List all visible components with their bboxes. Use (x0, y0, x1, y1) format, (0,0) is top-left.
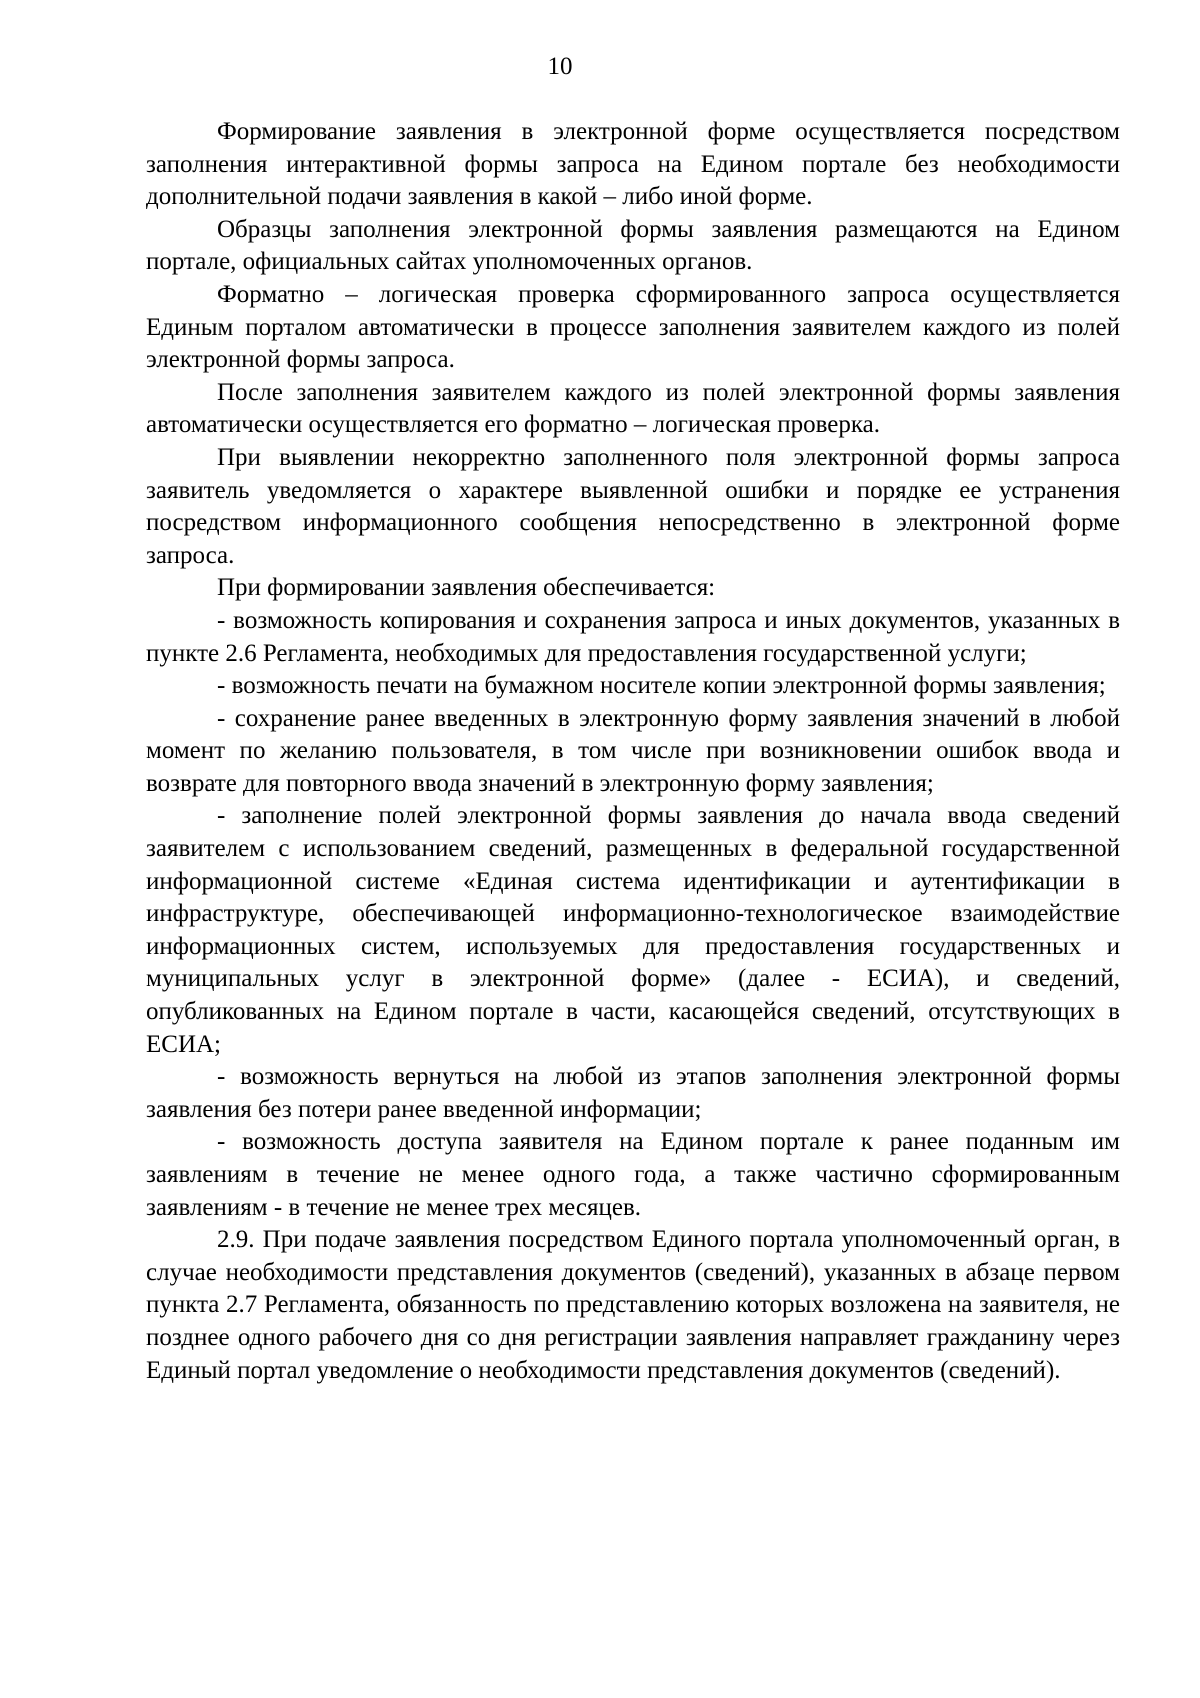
list-item: - заполнение полей электронной формы заявления до начала ввода сведений заявителем с использованием сведений, размещенных в федеральной государственной информационной системе «Единая система идентификации и аутентификации в инфраструктуре, обеспечивающей информационно-технологическое взаимодействие информационных систем, используемых для предоставления государственных и муниципальных услуг в электронной форме» (далее - ЕСИА), и сведений, опубликованных на Едином портале в части, касающейся сведений, отсутствующих в ЕСИА; (146, 802, 1120, 1058)
paragraph: Форматно – логическая проверка сформированного запроса осуществляется Единым порталом автоматически в процессе заполнения заявителем каждого из полей электронной формы запроса. (146, 280, 1120, 374)
paragraph: При формировании заявления обеспечивается: (217, 574, 716, 602)
page-number: 10 (547, 53, 573, 80)
list-item: - возможность доступа заявителя на Едином портале к ранее поданным им заявлениям в течение не менее одного года, а также частично сформированным заявлениям - в течение не менее трех месяцев. (146, 1128, 1120, 1221)
paragraph: При выявлении некорректно заполненного поля электронной формы запроса заявитель уведомляется о характере выявленной ошибки и порядке ее устранения посредством информационного сообщения непосредственно в электронной форме запроса. (146, 443, 1120, 569)
list-item: - сохранение ранее введенных в электронную форму заявления значений в любой момент по желанию пользователя, в том числе при возникновении ошибок ввода и возврате для повторного ввода значений в электронную форму заявления; (146, 704, 1120, 797)
list-item: - возможность копирования и сохранения запроса и иных документов, указанных в пункте 2.6 Регламента, необходимых для предоставления государственной услуги; (146, 606, 1120, 667)
paragraph: После заполнения заявителем каждого из полей электронной формы заявления автоматически осуществляется его форматно – логическая проверка. (146, 378, 1120, 439)
paragraph: Образцы заполнения электронной формы заявления размещаются на Едином портале, официальных сайтах уполномоченных органов. (146, 215, 1120, 276)
paragraph: 2.9. При подаче заявления посредством Единого портала уполномоченный орган, в случае необходимости представления документов (сведений), указанных в абзаце первом пункта 2.7 Регламента, обязанность по представлению которых возложена на заявителя, не позднее одного рабочего дня со дня регистрации заявления направляет гражданину через Единый портал уведомление о необходимости представления документов (сведений). (146, 1226, 1120, 1384)
list-item: - возможность вернуться на любой из этапов заполнения электронной формы заявления без потери ранее введенной информации; (146, 1063, 1120, 1123)
list-item: - возможность печати на бумажном носителе копии электронной формы заявления; (217, 672, 1106, 700)
document-body (146, 116, 1120, 1387)
paragraph: Формирование заявления в электронной форме осуществляется посредством заполнения интерактивной формы запроса на Едином портале без необходимости дополнительной подачи заявления в какой – либо иной форме. (146, 118, 1120, 211)
